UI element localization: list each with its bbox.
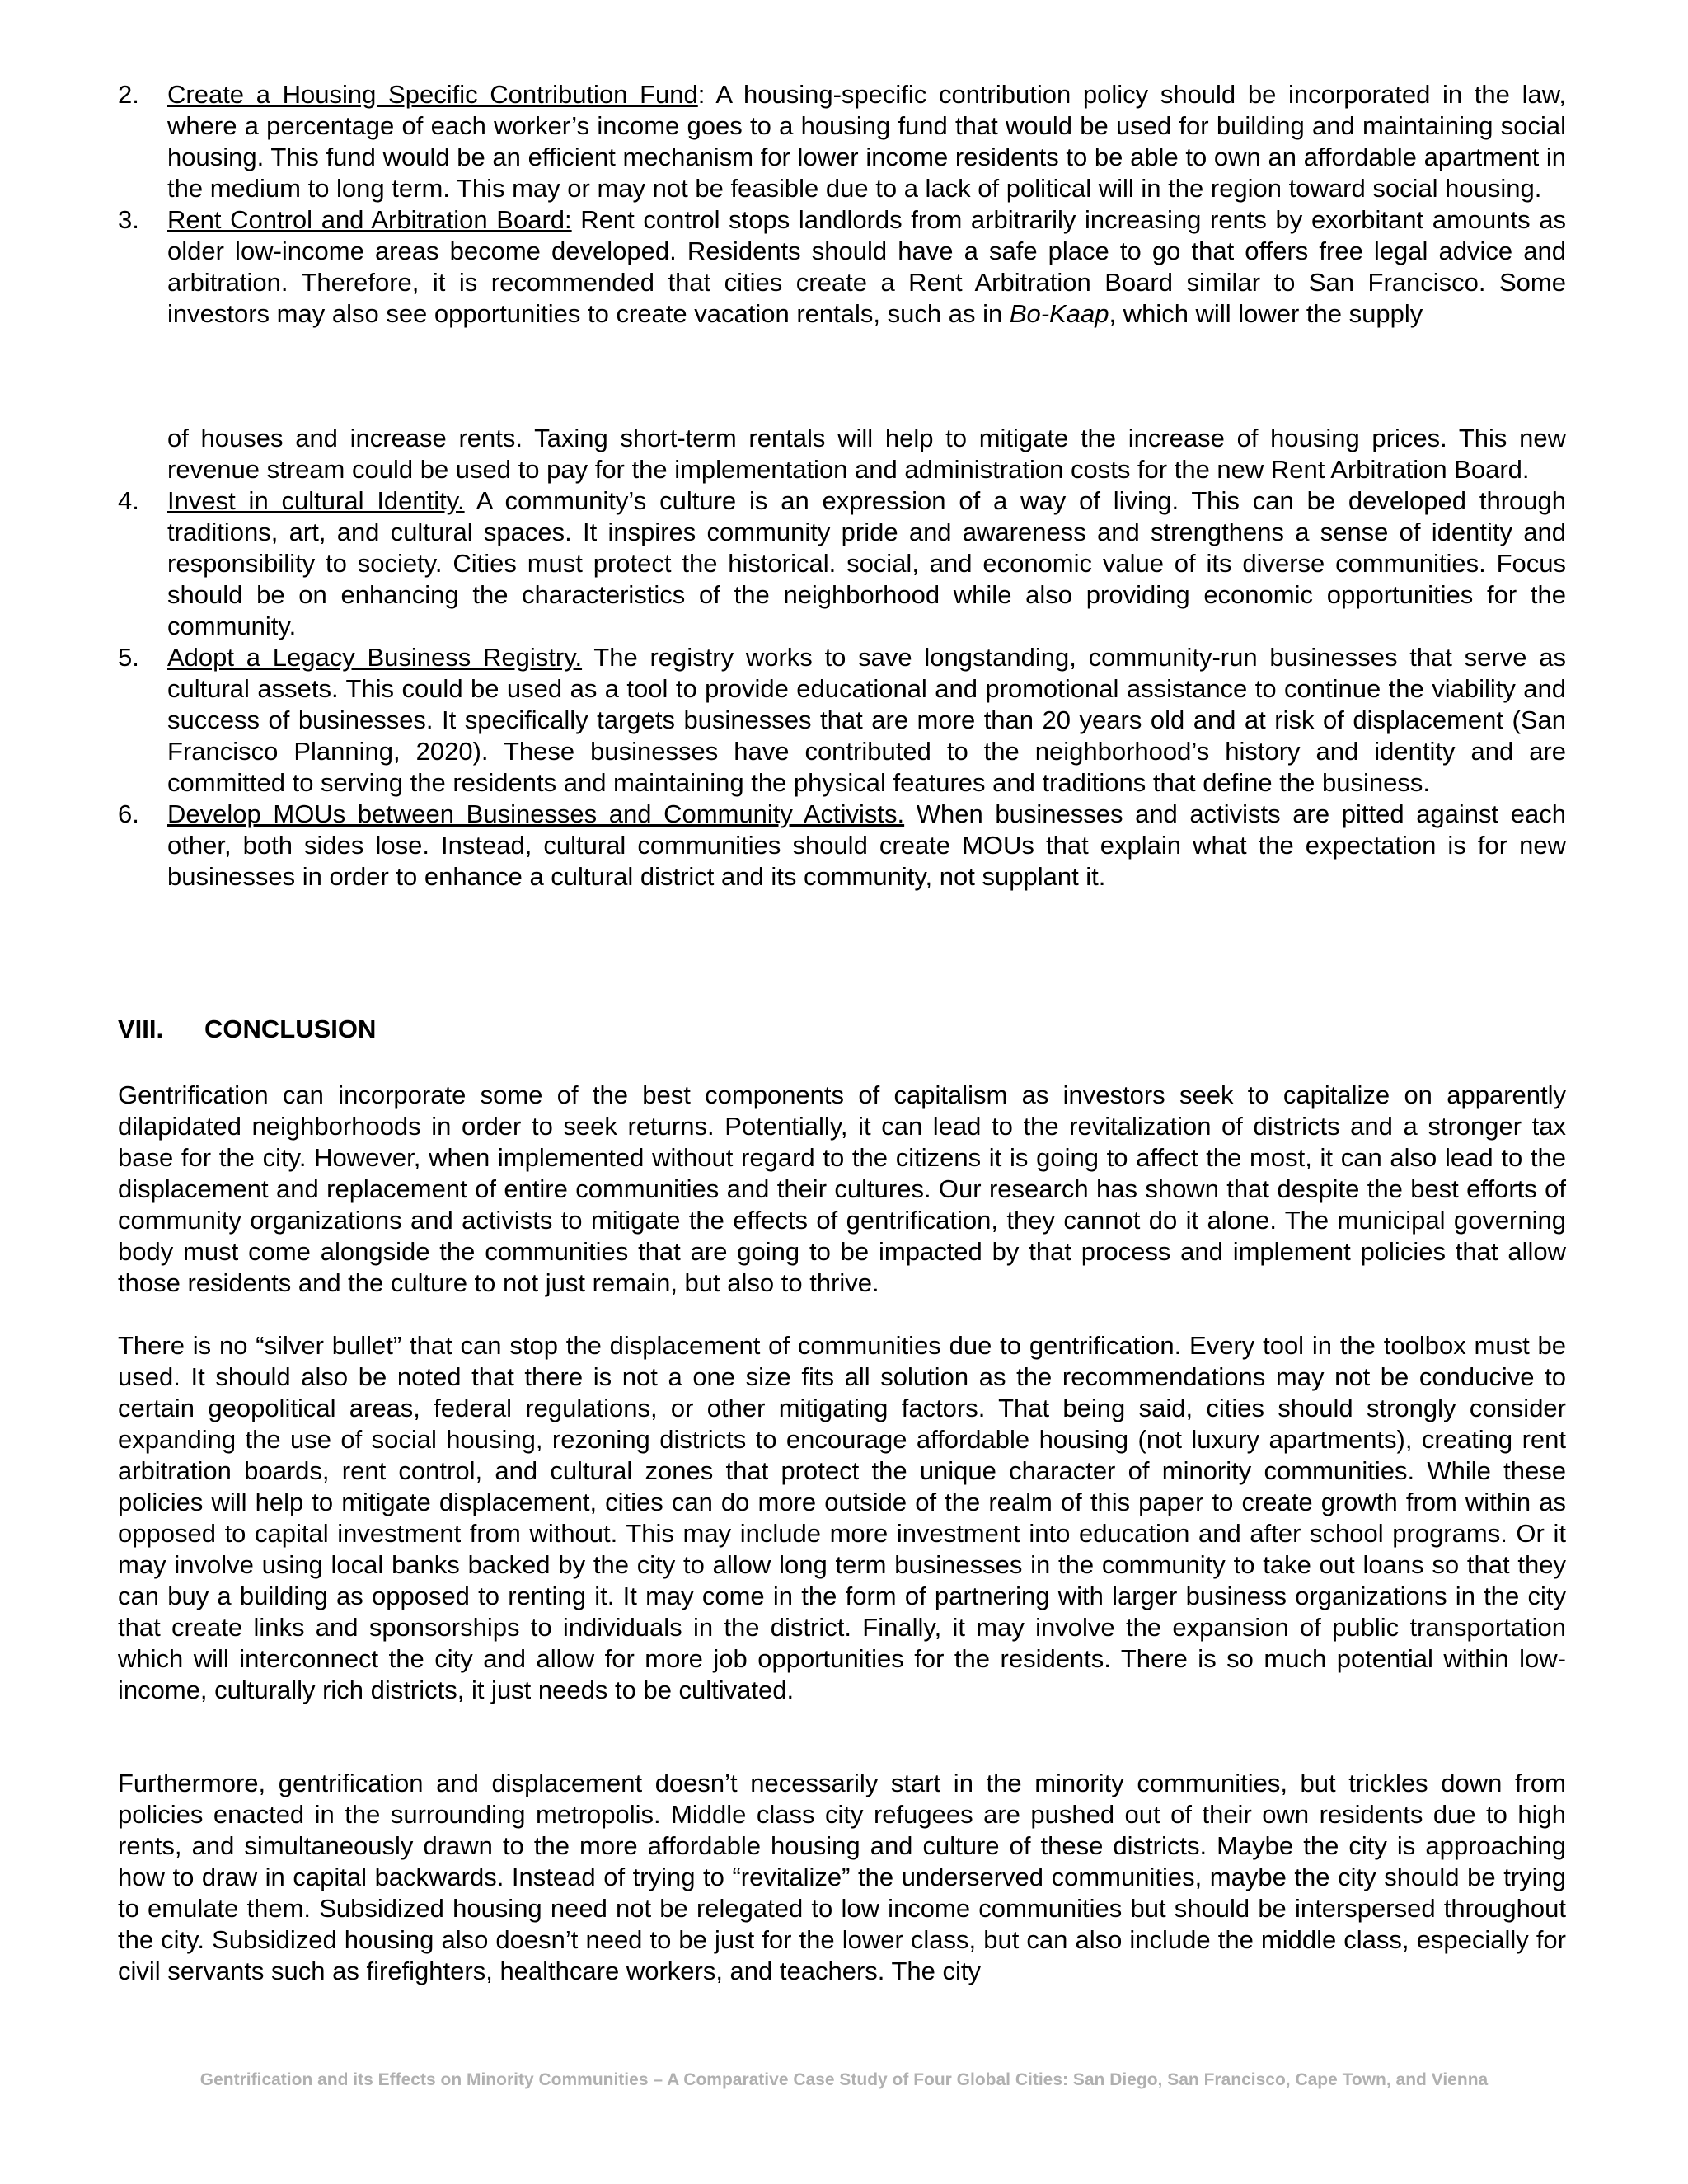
list-item-heading: Rent Control and Arbitration Board: <box>167 205 572 234</box>
list-item-number: 6. <box>118 799 139 828</box>
section-heading <box>118 1014 376 1045</box>
list-item-body: A housing-specific contribution policy should be incorporated in the law, where a percentage of each worker’s income goes to a housing fund that would be used for building and maintaining social housing. This fund would be an efficient mechanism for lower income residents to be able to own an affordable apartment in the medium to long term. This may or may not be feasible due to a lack of political will in the region toward social housing. <box>167 80 1566 203</box>
list-item-number: 3. <box>118 205 139 234</box>
list-item-text <box>167 204 1566 330</box>
list-item-number: 2. <box>118 80 139 109</box>
list-item <box>118 204 1566 330</box>
list-item-text <box>167 799 1566 893</box>
list-item-heading: Create a Housing Specific Contribution Fund <box>167 80 698 109</box>
list-item-text <box>167 79 1566 204</box>
recommendations-list-part-2 <box>118 423 1566 893</box>
list-item-number: 5. <box>118 643 139 672</box>
page-footer: Gentrification and its Effects on Minority Communities – A Comparative Case Study of Four Global Cities: San Diego, San Francisco, Cape Town, and Vienna <box>199 2070 1489 2089</box>
section-title: CONCLUSION <box>204 1015 377 1043</box>
section-number: VIII. <box>118 1015 164 1043</box>
continuation-text: of houses and increase rents. Taxing short-term rentals will help to mitigate the increase of housing prices. This new revenue stream could be used to pay for the implementation and administration costs for the new Rent Arbitration Board. <box>167 424 1566 484</box>
list-item-text <box>167 485 1566 642</box>
list-item <box>118 642 1566 799</box>
list-item-body: When businesses and activists are pitted against each other, both sides lose. Instead, cultural communities should create MOUs that explain what the expectation is for new businesses in order to enhance a cultural district and its community, not supplant it. <box>167 799 1567 891</box>
list-item <box>118 79 1566 204</box>
list-item-heading: Develop MOUs between Businesses and Community Activists. <box>167 799 905 828</box>
recommendations-list-part-1 <box>118 79 1566 330</box>
conclusion-paragraph-3: Furthermore, gentrification and displacement doesn’t necessarily start in the minority communities, but trickles down from policies enacted in the surrounding metropolis. Middle class city refugees are pushed out of their own residents due to high rents, and simultaneously drawn to the more affordable housing and culture of these districts. Maybe the city is approaching how to draw in capital backwards. Instead of trying to “revitalize” the underserved communities, maybe the city should be trying to emulate them. Subsidized housing need not be relegated to low income communities but should be interspersed throughout the city. Subsidized housing also doesn’t need to be just for the lower class, but can also include the middle class, especially for civil servants such as firefighters, healthcare workers, and teachers. The city <box>118 1769 1566 1985</box>
list-item-body: The registry works to save longstanding, community-run businesses that serve as cultural assets. This could be used as a tool to provide educational and promotional assistance to continue the viability and success of businesses. It specifically targets businesses that are more than 20 years old and at risk of displacement (San Francisco Planning, 2020). These businesses have contributed to the neighborhood’s history and identity and are committed to serving the residents and maintaining the physical features and traditions that define the business. <box>167 643 1566 797</box>
list-item-body: A community’s culture is an expression of a way of living. This can be developed through traditions, art, and cultural spaces. It inspires community pride and awareness and strengthens a sense of identity and responsibility to society. Cities must protect the historical. social, and economic value of its diverse communities. Focus should be on enhancing the characteristics of the neighborhood while also providing economic opportunities for the community. <box>167 486 1566 640</box>
list-item-body: Rent control stops landlords from arbitrarily increasing rents by exorbitant amounts as older low-income areas become developed. Residents should have a safe place to go that offers free legal advice and arbitration. Therefore, it is recommended that cities create a Rent Arbitration Board similar to San Francisco. Some investors may also see opportunities to create vacation rentals, such as in <box>167 205 1567 328</box>
list-item-number: 4. <box>118 486 139 515</box>
list-item-text <box>167 642 1566 799</box>
conclusion-paragraph-1: Gentrification can incorporate some of the best components of capitalism as investors seek to capitalize on apparently dilapidated neighborhoods in order to seek returns. Potentially, it can lead to the revitalization of districts and a stronger tax base for the city. However, when implemented without regard to the citizens it is going to affect the most, it can also lead to the displacement and replacement of entire communities and their cultures. Our research has shown that despite the best efforts of community organizations and activists to mitigate the effects of gentrification, they cannot do it alone. The municipal governing body must come alongside the communities that are going to be impacted by that process and implement policies that allow those residents and the culture to not just remain, but also to thrive. <box>118 1080 1566 1297</box>
list-item-heading: Adopt a Legacy Business Registry. <box>167 643 583 672</box>
list-item-heading: Invest in cultural Identity. <box>167 486 465 515</box>
list-item-body-end: , which will lower the supply <box>1109 299 1423 328</box>
conclusion-paragraph-2: There is no “silver bullet” that can stop the displacement of communities due to gentrification. Every tool in the toolbox must be used. It should also be noted that there is not a one size fits all solution as the recommendations may not be conducive to certain geopolitical areas, federal regulations, or other mitigating factors. That being said, cities should strongly consider expanding the use of social housing, rezoning districts to encourage affordable housing (not luxury apartments), creating rent arbitration boards, rent control, and cultural zones that protect the unique character of minority communities. While these policies will help to mitigate displacement, cities can do more outside of the realm of this paper to create growth from within as opposed to capital investment from without. This may include more investment into education and after school programs. Or it may involve using local banks backed by the city to allow long term businesses in the community to take out loans so that they can buy a building as opposed to renting it. It may come in the form of partnering with larger business organizations in the city that create links and sponsorships to individuals in the district. Finally, it may involve the expansion of public transportation which will interconnect the city and allow for more job opportunities for the residents. There is so much potential within low-income, culturally rich districts, it just needs to be cultivated. <box>118 1331 1566 1704</box>
list-item <box>118 485 1566 642</box>
list-item-continuation <box>118 423 1566 485</box>
list-item-italic-place: Bo-Kaap <box>1009 299 1109 328</box>
list-item <box>118 799 1566 893</box>
list-item-heading-suffix: : <box>697 80 706 109</box>
